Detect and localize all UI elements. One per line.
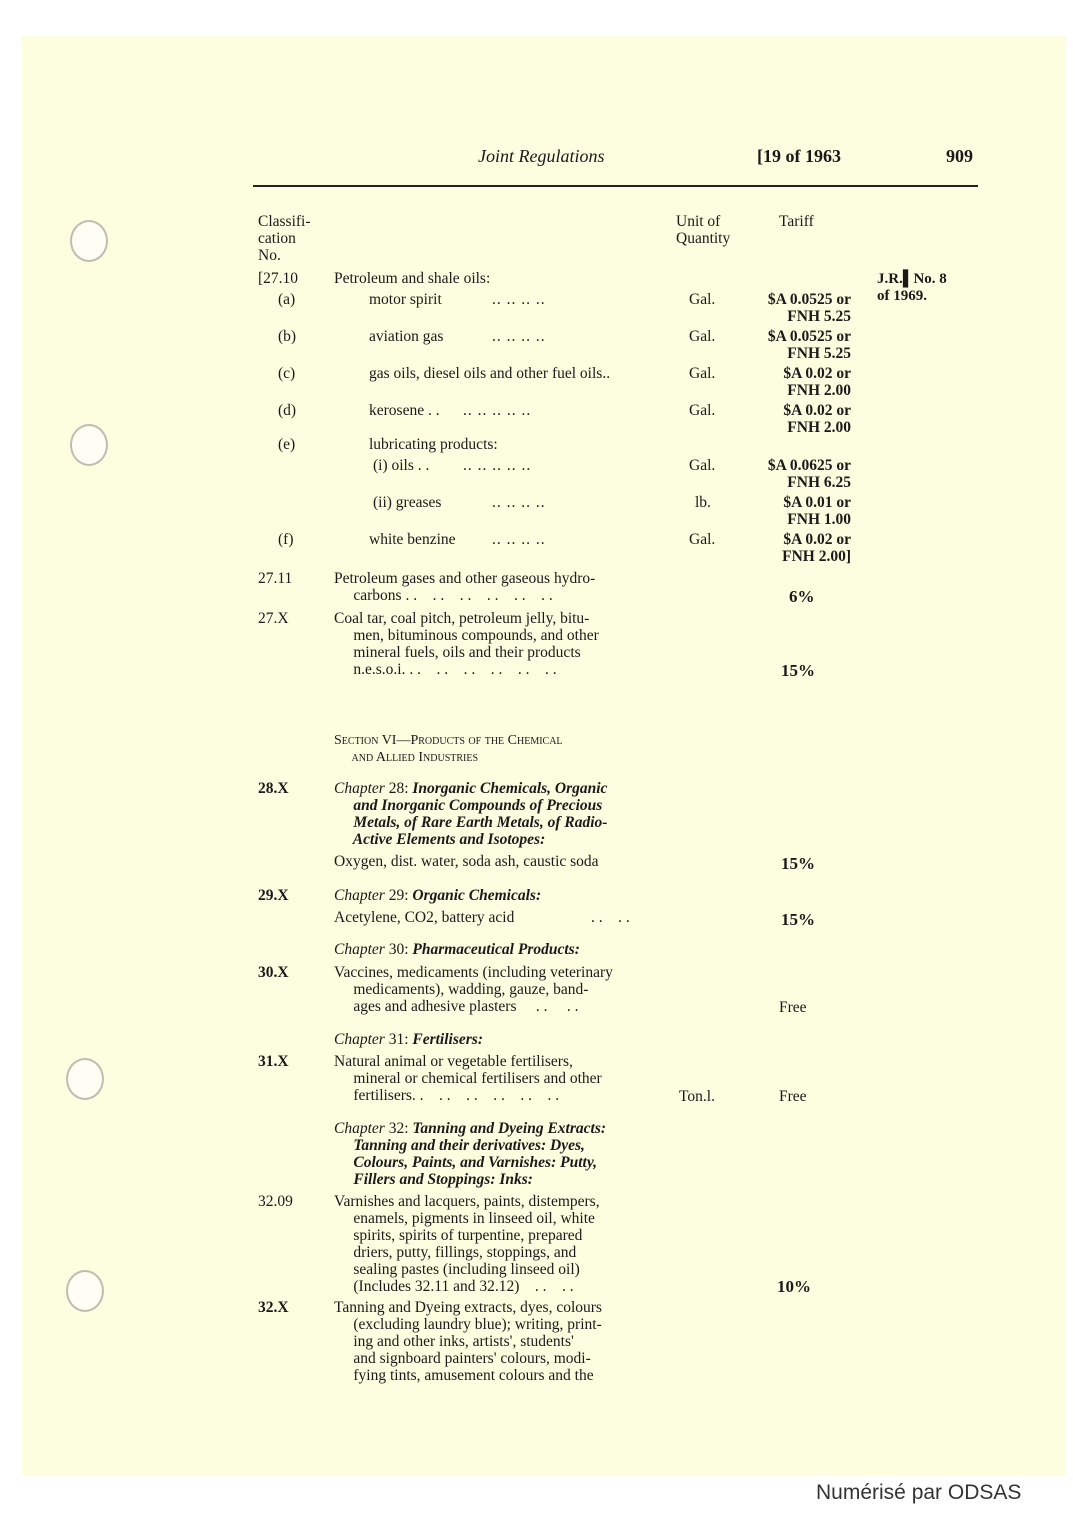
tariff: 6% <box>789 587 815 606</box>
chapter-heading <box>334 887 541 904</box>
code: (a) <box>278 291 296 308</box>
code: 27.X <box>258 610 289 627</box>
leader-dots: .. .. .. .. <box>492 328 546 345</box>
header-rule <box>253 185 978 187</box>
tariff: Free <box>779 1088 807 1105</box>
tariff: $A 0.02 or FNH 2.00 <box>783 402 851 436</box>
chapter-title: Inorganic Chemicals, Organic and Inorganic Compounds of Precious Metals, of Rare Earth Metals, of Radio- Active Elements and Isotopes: <box>352 780 608 848</box>
tariff: $A 0.0525 or FNH 5.25 <box>767 328 851 362</box>
desc: gas oils, diesel oils and other fuel oils.. <box>369 365 611 382</box>
code: (b) <box>278 328 297 345</box>
desc: Petroleum and shale oils: <box>334 270 491 287</box>
desc: Coal tar, coal pitch, petroleum jelly, bitu- men, bituminous compounds, and other mineral fuels, oils and their products n.e.s.o.i. . . . . . . . . . . . . <box>334 610 599 678</box>
page-number: 909 <box>946 146 973 166</box>
chapter-title: Organic Chemicals: <box>412 887 542 904</box>
chapter-heading <box>334 941 580 958</box>
chapter-label: Chapter <box>334 1031 385 1048</box>
tariff: $A 0.02 or FNH 2.00] <box>782 531 851 565</box>
unit: Gal. <box>689 402 716 419</box>
tariff: 15% <box>781 910 815 929</box>
chapter-heading <box>334 1120 606 1188</box>
desc: motor spirit <box>369 291 442 308</box>
chapter-label: Chapter <box>334 780 385 797</box>
desc: Vaccines, medicaments (including veterinary medicaments), wadding, gauze, band- ages and adhesive plasters . . . . <box>334 964 613 1015</box>
code: 29.X <box>258 887 289 904</box>
desc: Tanning and Dyeing extracts, dyes, colours (excluding laundry blue); writing, print- ing and other inks, artists', students' and signboard painters' colours, modi- fying tints, amusement colours and the <box>334 1299 602 1384</box>
unit: Gal. <box>689 365 716 382</box>
section-heading: Section VI—Products of the Chemical and Allied Industries <box>334 733 563 765</box>
desc: Acetylene, CO2, battery acid <box>334 909 515 926</box>
chapter-number: 28: <box>384 780 413 797</box>
unit: lb. <box>695 494 711 511</box>
code: (e) <box>278 436 296 453</box>
tariff: $A 0.02 or FNH 2.00 <box>783 365 851 399</box>
desc: lubricating products: <box>369 436 498 453</box>
code: (d) <box>278 402 297 419</box>
binder-hole <box>66 1058 104 1100</box>
desc: Varnishes and lacquers, paints, distempers, enamels, pigments in linseed oil, white spirits, spirits of turpentine, prepared driers, putty, fillings, stoppings, and sealing pastes (including linseed oil) (Includes 32.11 and 32.12) . . . . <box>334 1193 600 1295</box>
desc: Natural animal or vegetable fertilisers, mineral or chemical fertilisers and other fertilisers. . . . . . . . . . . . <box>334 1053 602 1104</box>
binder-hole <box>70 424 108 466</box>
leader-dots: .. .. .. .. .. <box>463 402 532 419</box>
desc: aviation gas <box>369 328 444 345</box>
chapter-heading <box>334 780 607 848</box>
act-reference: [19 of 1963 <box>757 146 841 166</box>
chapter-number: 30: <box>384 941 413 958</box>
unit: Gal. <box>689 457 716 474</box>
code: 28.X <box>258 780 289 797</box>
running-title: Joint Regulations <box>478 146 605 166</box>
unit: Gal. <box>689 531 716 548</box>
unit: Gal. <box>689 291 716 308</box>
chapter-number: 32: <box>384 1120 413 1137</box>
desc: Oxygen, dist. water, soda ash, caustic soda <box>334 853 599 870</box>
leader-dots: .. .. .. .. <box>492 291 546 308</box>
desc: white benzine <box>369 531 456 548</box>
chapter-label: Chapter <box>334 1120 385 1137</box>
unit: Gal. <box>689 328 716 345</box>
chapter-title: Fertilisers: <box>412 1031 483 1048</box>
chapter-title: Pharmaceutical Products: <box>412 941 580 958</box>
digitization-credit: Numérisé par ODSAS <box>816 1481 1022 1504</box>
col-header-tariff: Tariff <box>779 213 814 230</box>
chapter-label: Chapter <box>334 941 385 958</box>
tariff: $A 0.01 or FNH 1.00 <box>783 494 851 528</box>
code: 32.X <box>258 1299 289 1316</box>
leader-dots: .. .. .. .. <box>492 494 546 511</box>
tariff: 10% <box>777 1277 811 1296</box>
chapter-label: Chapter <box>334 887 385 904</box>
col-header-unit: Unit of Quantity <box>676 213 731 247</box>
leader-dots: .. .. .. .. .. <box>463 457 532 474</box>
chapter-heading <box>334 1031 483 1048</box>
col-header-classification: Classifi- cation No. <box>258 213 311 264</box>
code: (f) <box>278 531 294 548</box>
binder-hole <box>70 220 108 262</box>
code: 32.09 <box>258 1193 293 1210</box>
code: 27.11 <box>258 570 293 587</box>
unit: Ton.l. <box>679 1088 715 1105</box>
binder-hole <box>66 1270 104 1312</box>
tariff: 15% <box>781 661 815 680</box>
desc: Petroleum gases and other gaseous hydro- carbons . . . . . . . . . . . . <box>334 570 596 604</box>
desc: (ii) greases <box>373 494 442 511</box>
chapter-title: Tanning and Dyeing Extracts: Tanning and their derivatives: Dyes, Colours, Paints, and Varnishes: Putty, Fillers and Stoppings: Inks: <box>353 1120 607 1188</box>
code: (c) <box>278 365 296 382</box>
chapter-number: 29: <box>384 887 413 904</box>
chapter-number: 31: <box>384 1031 413 1048</box>
leader-dots: . . . . <box>591 909 630 926</box>
desc: kerosene . . <box>369 402 440 419</box>
leader-dots: .. .. .. .. <box>492 531 546 548</box>
code: 30.X <box>258 964 289 981</box>
desc: (i) oils . . <box>373 457 430 474</box>
tariff: $A 0.0625 or FNH 6.25 <box>767 457 851 491</box>
tariff: 15% <box>781 854 815 873</box>
code: [27.10 <box>258 270 299 287</box>
code: 31.X <box>258 1053 289 1070</box>
tariff: $A 0.0525 or FNH 5.25 <box>767 291 851 325</box>
margin-note: J.R.▌No. 8 of 1969. <box>877 271 947 304</box>
tariff: Free <box>779 999 807 1016</box>
